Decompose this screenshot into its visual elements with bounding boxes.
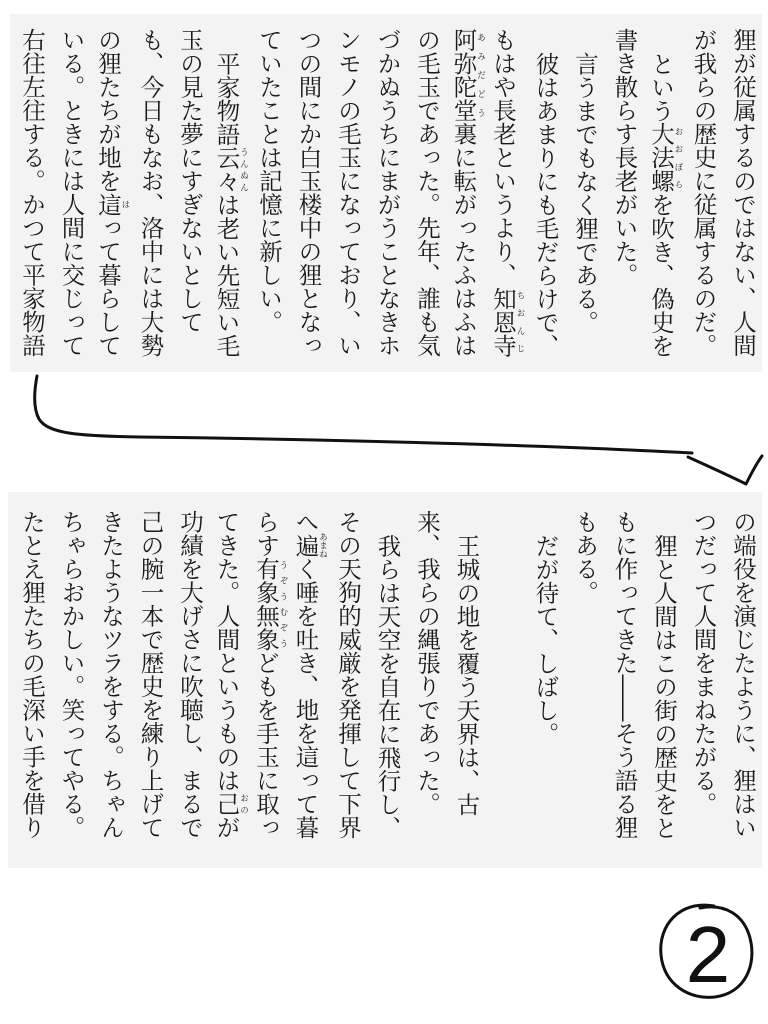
text-column [249, 28, 289, 360]
ruby-word [647, 122, 683, 193]
text-column [525, 28, 565, 360]
text-column [209, 510, 249, 842]
handdrawn-arrow [35, 376, 692, 453]
column-text: が [212, 815, 241, 839]
column-text: ちゃらおかしい。笑ってやる。 [57, 510, 86, 839]
column-text: 玉の見た夢にすぎないとして [176, 28, 204, 334]
column-text: もに作ってきた――そう語る狸 [610, 510, 639, 839]
vertical-text-block [11, 510, 762, 842]
column-text: だが待て、しばし。 [531, 533, 560, 745]
column-text: 右往左往する。かつて平家物語 [18, 28, 46, 357]
ruby-base: 知恩寺 [489, 286, 517, 357]
text-column [446, 510, 486, 842]
column-text: 狸が従属するのではない、人間 [729, 28, 757, 357]
column-text: てきた。人間というものは [212, 510, 241, 792]
text-column [91, 510, 131, 842]
column-text: へ [291, 510, 320, 534]
text-column [604, 510, 644, 842]
ruby-word [212, 792, 249, 816]
text-column [604, 28, 644, 360]
text-column [170, 28, 210, 360]
column-text: ていたことは記憶に新しい。 [255, 28, 283, 334]
ruby-annotation: は [120, 192, 130, 216]
text-column [130, 510, 170, 842]
text-column [328, 28, 368, 360]
text-column [723, 510, 763, 842]
text-column [486, 28, 526, 360]
ruby-annotation: あみだどう [475, 28, 486, 122]
column-text: きたようなツラをする。ちゃん [97, 510, 125, 839]
text-column [288, 510, 328, 842]
column-text: は老い先短い毛 [212, 192, 241, 357]
text-column [328, 510, 368, 842]
text-column [209, 28, 249, 360]
text-column [565, 28, 605, 360]
vertical-text-block [11, 28, 762, 360]
column-text: という [647, 51, 675, 122]
text-column [407, 510, 447, 842]
column-text: つだって人間をまねたがる。 [689, 510, 718, 816]
text-column [12, 28, 52, 360]
column-text: 裏に転がったふはふは [449, 122, 478, 357]
text-column [130, 28, 170, 360]
column-text: 彼はあまりにも毛だらけで、 [531, 51, 560, 357]
top-text-panel [10, 14, 762, 372]
column-text: もある。 [571, 510, 599, 604]
column-text: もはや長老というより、 [489, 28, 517, 287]
text-column [51, 28, 91, 360]
column-text: 言うまでもなく狸である。 [571, 51, 599, 334]
ruby-annotation: おの [238, 792, 249, 816]
ruby-word [489, 286, 525, 358]
ruby-base: 大法螺 [647, 122, 675, 193]
text-column [644, 28, 684, 360]
column-text: 我らは天空を自在に飛行し、 [373, 533, 402, 839]
column-text: どもを手玉に取っ [252, 651, 280, 839]
text-column [565, 510, 605, 842]
ruby-word [212, 145, 249, 193]
text-column [683, 510, 723, 842]
ruby-base: 己 [212, 792, 241, 816]
text-column [407, 28, 447, 360]
ruby-word [291, 532, 328, 558]
text-column [683, 28, 723, 360]
column-text: の毛玉であった。先年、誰も気 [413, 28, 441, 357]
arrowhead [688, 456, 762, 484]
column-text: その天狗的威厳を発揮して下界 [334, 510, 362, 839]
blank-column [486, 510, 526, 842]
column-text: の狸たちが地を [94, 28, 122, 193]
column-text: って暮らして [94, 216, 122, 357]
ruby-word [94, 192, 130, 217]
ruby-annotation: うんぬん [238, 145, 249, 193]
text-column [12, 510, 52, 842]
column-text: 王城の地を覆う天界は、古 [452, 533, 481, 816]
column-text: づかぬうちにまがうことなきホ [373, 28, 402, 357]
column-text: 書き散らす長老がいた。 [610, 28, 639, 287]
column-text: 狸と人間はこの街の歴史をと [650, 533, 678, 839]
ruby-base: 遍 [291, 532, 320, 558]
column-text: たとえ狸たちの毛深い手を借り [18, 510, 46, 839]
ruby-base: 這 [94, 192, 122, 216]
column-text: らす [252, 510, 280, 557]
text-column [644, 510, 684, 842]
text-column [91, 28, 131, 360]
column-text: ンモノの毛玉になっており、い [334, 28, 362, 357]
ruby-base: 云々 [212, 145, 241, 193]
column-text: 功績を大げさに吹聴し、まるで [176, 510, 204, 839]
text-column [249, 510, 289, 842]
ruby-annotation: あまね [317, 532, 328, 558]
ruby-annotation: おおぼら [673, 122, 683, 193]
column-text: の端役を演じたように、狸はい [729, 510, 757, 839]
ruby-word [449, 28, 486, 122]
text-column [288, 28, 328, 360]
ruby-annotation: うぞうむぞう [278, 557, 288, 651]
text-column [525, 510, 565, 842]
ruby-annotation: ちおんじ [515, 286, 525, 357]
ruby-base: 阿弥陀堂 [449, 28, 478, 122]
column-text: つの間にか白玉楼中の狸となっ [294, 28, 323, 357]
column-text: 平家物語 [212, 51, 241, 146]
ruby-word [252, 557, 288, 651]
column-text: く唾を吐き、地を這って暮 [291, 557, 320, 839]
text-column [367, 510, 407, 842]
bottom-text-panel [8, 492, 762, 868]
text-column [51, 510, 91, 842]
text-column [723, 28, 763, 360]
column-text: いる。ときには人間に交じって [57, 28, 86, 357]
ruby-base: 有象無象 [252, 557, 280, 651]
text-column [446, 28, 486, 360]
text-column [367, 28, 407, 360]
column-text: も、今日もなお、洛中には大勢 [136, 28, 165, 357]
page-number: 2 [685, 910, 731, 999]
column-text: を吹き、偽史を [647, 192, 675, 357]
column-text: が我らの歴史に従属するのだ。 [689, 28, 718, 357]
column-text: 来、我らの縄張りであった。 [413, 510, 441, 816]
column-text: 己の腕一本で歴史を練り上げて [136, 510, 165, 839]
text-column [170, 510, 210, 842]
